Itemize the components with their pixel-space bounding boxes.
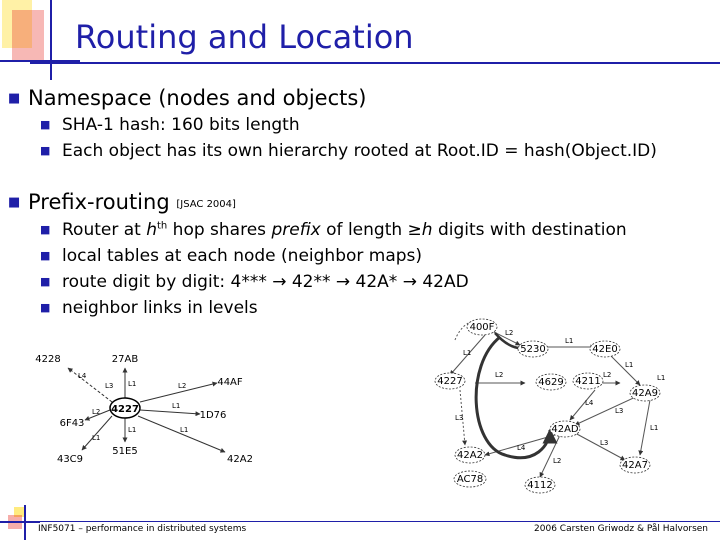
edge-label: L1 <box>180 426 189 434</box>
node-4227-right-label: 4227 <box>437 376 463 387</box>
edge-label: L1 <box>650 424 659 432</box>
node-27ab-label: 27AB <box>111 354 139 365</box>
citation-ref: [JSAC 2004] <box>176 199 236 210</box>
node-51e5-label: 51E5 <box>112 446 138 457</box>
edge-label: L3 <box>615 407 624 415</box>
sub-bullet-local-tables <box>40 246 422 266</box>
edge-label: L1 <box>172 402 181 410</box>
routing-path-diagram <box>425 305 710 495</box>
node-4227-label: 4227 <box>111 404 139 415</box>
node-6f43-label: 6F43 <box>59 418 85 429</box>
bullet-square-icon: ■ <box>8 91 21 106</box>
node-4112-label: 4112 <box>527 480 553 491</box>
text-part: Router at <box>62 220 147 240</box>
bottom-decoration <box>0 505 40 540</box>
text-part: th <box>157 220 168 232</box>
sub-bullet-neighbor-links <box>40 298 258 318</box>
bullet-text: Prefix-routing <box>28 190 170 214</box>
node-4211-label: 4211 <box>575 376 601 387</box>
edge-label: L1 <box>625 361 634 369</box>
bullet-square-icon: ■ <box>40 301 51 314</box>
sub-bullet-text: route digit by digit: 4*** → 42** → 42A* → 42AD <box>62 272 469 292</box>
bullet-text: Namespace (nodes and objects) <box>28 86 367 110</box>
node-44af-label: 44AF <box>217 377 243 388</box>
bullet-square-icon: ■ <box>8 195 21 210</box>
sub-bullet-sha1 <box>40 115 300 135</box>
edge-label: L2 <box>603 371 612 379</box>
node-400f-label: 400F <box>469 322 495 333</box>
sub-bullet-router <box>40 220 627 240</box>
sub-bullet-text: Each object has its own hierarchy rooted at Root.ID = hash(Object.ID) <box>62 141 657 161</box>
bullet-square-icon: ■ <box>40 249 51 262</box>
edge-label: L4 <box>517 444 526 452</box>
sub-bullet-text: SHA-1 hash: 160 bits length <box>62 115 300 135</box>
sub-bullet-route-digit <box>40 272 469 292</box>
bullet-square-icon: ■ <box>40 223 51 236</box>
node-1d76-label: 1D76 <box>199 410 227 421</box>
edge-label: L1 <box>128 426 137 434</box>
node-42ad-label: 42AD <box>551 424 579 435</box>
node-42a9-label: 42A9 <box>632 388 658 399</box>
edge-label: L3 <box>455 414 464 422</box>
edge-label: L2 <box>92 408 101 416</box>
text-part: prefix <box>271 220 321 240</box>
slide-title: Routing and Location <box>75 18 414 56</box>
title-divider <box>30 62 720 64</box>
edge-label: L4 <box>78 372 87 380</box>
node-42a7-label: 42A7 <box>622 460 648 471</box>
node-4629-label: 4629 <box>538 377 564 388</box>
footer-authors: 2006 Carsten Griwodz & Pål Halvorsen <box>534 524 708 534</box>
text-part: h <box>146 220 158 240</box>
edge-label: L3 <box>600 439 609 447</box>
text-part: hop shares <box>167 220 272 240</box>
bullet-square-icon: ■ <box>40 118 51 131</box>
sub-bullet-text: neighbor links in levels <box>62 298 258 318</box>
node-42e0-label: 42E0 <box>592 344 618 355</box>
node-4228-label: 4228 <box>35 354 61 365</box>
edge-label: L2 <box>495 371 504 379</box>
node-5230-label: 5230 <box>520 344 546 355</box>
footer-course: INF5071 – performance in distributed systems <box>38 524 247 534</box>
edge-label: L1 <box>463 349 472 357</box>
neighbor-map-diagram <box>30 340 280 470</box>
footer-divider <box>30 521 720 522</box>
edge-label: L1 <box>128 380 137 388</box>
node-42a2-right-label: 42A2 <box>457 450 483 461</box>
node-43c9-label: 43C9 <box>56 454 84 465</box>
bullet-namespace <box>8 86 366 110</box>
edge-label: L2 <box>505 329 514 337</box>
text-part: of length ≥ <box>320 220 422 240</box>
edge-label: L2 <box>553 457 562 465</box>
bullet-prefix-routing <box>8 190 236 214</box>
bullet-square-icon: ■ <box>40 275 51 288</box>
sub-bullet-hierarchy <box>40 141 657 161</box>
edge-label: L1 <box>657 374 666 382</box>
sub-bullet-text: local tables at each node (neighbor maps) <box>62 246 423 266</box>
node-42a2-label: 42A2 <box>227 454 253 465</box>
edge-label: L4 <box>585 399 594 407</box>
corner-decoration <box>0 0 80 80</box>
node-ac78-label: AC78 <box>456 474 484 485</box>
bullet-square-icon: ■ <box>40 144 51 157</box>
edge-label: L1 <box>565 337 574 345</box>
edge-label: L2 <box>178 382 187 390</box>
edge-label: L1 <box>92 434 101 442</box>
text-part: digits with destination <box>432 220 627 240</box>
text-part: h <box>421 220 433 240</box>
edge-label: L3 <box>105 382 114 390</box>
